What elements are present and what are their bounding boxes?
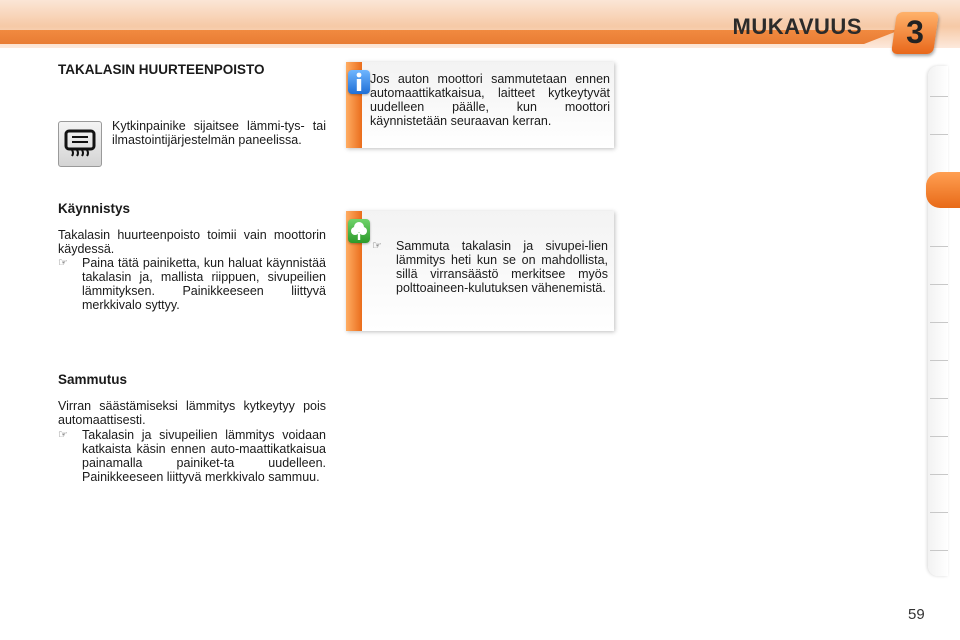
chapter-tab-divider <box>930 550 948 551</box>
chapter-number: 3 <box>906 14 924 50</box>
chapter-tab-divider <box>930 360 948 361</box>
info-icon <box>348 70 370 94</box>
eco-bullet <box>372 239 608 295</box>
switch-location-text: Kytkinpainike sijaitsee lämmi-tys- tai ilmastointijärjestelmän paneelissa. <box>112 119 326 147</box>
eco-box <box>346 211 614 331</box>
tree-icon <box>348 219 370 243</box>
info-box <box>346 62 614 148</box>
chapter-tab-active <box>926 172 960 208</box>
stop-bullet-text: Takalasin ja sivupeilien lämmitys voidaan katkaista käsin ennen auto-maattikatkaisua painamalla painiket-ta uudelleen. Painikkeeseen liittyvä merkkivalo sammuu. <box>82 428 326 484</box>
hand-pointer-icon: ☞ <box>58 257 68 269</box>
start-bullet <box>58 256 326 312</box>
section-title: TAKALASIN HUURTEENPOISTO <box>58 62 265 77</box>
chapter-badge <box>891 12 939 54</box>
chapter-tab-divider <box>930 512 948 513</box>
start-bullet-text: Paina tätä painiketta, kun haluat käynnistää takalasin ja, mallista riippuen, sivupeilien lämmityksen. Painikkeeseen liittyvä merkkivalo syttyy. <box>82 256 326 312</box>
chapter-tab-divider <box>930 398 948 399</box>
tree-glyph <box>348 219 370 243</box>
start-title: Käynnistys <box>58 201 131 216</box>
info-box-text: Jos auton moottori sammutetaan ennen automaattikatkaisua, laitteet kytkeytyvät uudelleen päälle, kun moottori käynnistetään seuraavan kerran. <box>370 72 610 128</box>
chapter-tab-divider <box>930 436 948 437</box>
chapter-tab-divider <box>930 474 948 475</box>
info-glyph <box>348 70 370 94</box>
chapter-tab-divider <box>930 134 948 135</box>
rear-defrost-icon <box>58 121 102 167</box>
stop-text: Virran säästämiseksi lämmitys kytkeytyy pois automaattisesti. <box>58 399 326 427</box>
chapter-tab-divider <box>930 284 948 285</box>
start-text: Takalasin huurteenpoisto toimii vain moottorin käydessä. <box>58 228 326 256</box>
chapter-title: MUKAVUUS <box>732 14 862 39</box>
chapter-tab-divider <box>930 246 948 247</box>
stop-title: Sammutus <box>58 372 128 387</box>
page-number: 59 <box>908 606 925 623</box>
hand-pointer-icon: ☞ <box>58 429 68 441</box>
chapter-tab-rail <box>928 66 948 576</box>
stop-bullet <box>58 428 326 484</box>
eco-bullet-text: Sammuta takalasin ja sivupei-lien lämmitys heti kun se on mahdollista, sillä virransäästö merkitsee myös polttoaineen-kulutuksen vähenemistä. <box>396 239 608 295</box>
chapter-tab-divider <box>930 96 948 97</box>
chapter-tab-divider <box>930 322 948 323</box>
hand-pointer-icon: ☞ <box>372 240 382 252</box>
rear-defrost-glyph <box>63 128 97 160</box>
